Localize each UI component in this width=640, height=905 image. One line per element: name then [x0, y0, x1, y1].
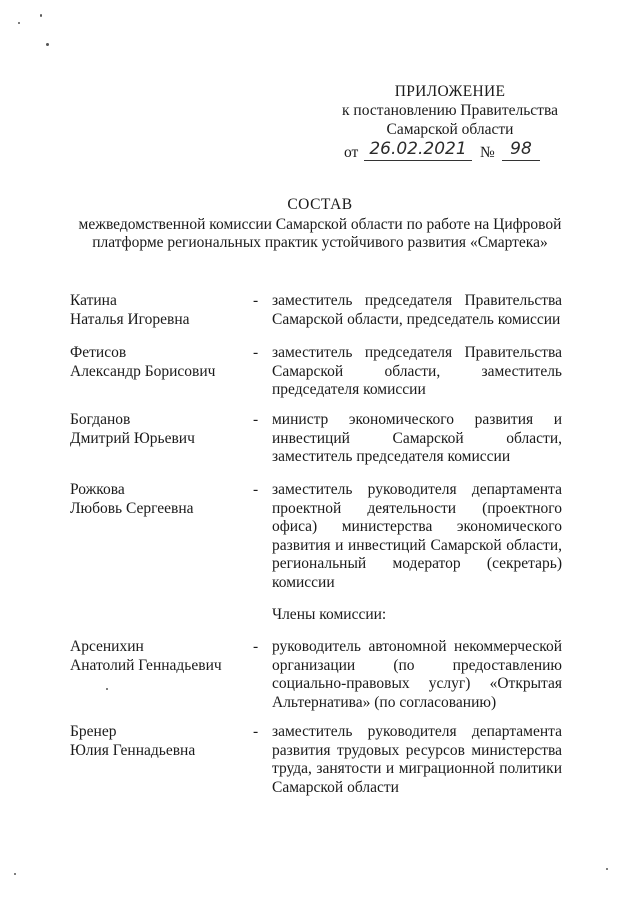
scan-speck — [106, 688, 108, 690]
approval-line-2: Самарской области — [386, 121, 514, 138]
member-name — [70, 292, 250, 329]
members-section-label: Члены комиссии: — [272, 606, 387, 623]
member-surname: Рожкова — [70, 481, 125, 498]
member-given-name: Любовь Сергеевна — [70, 499, 194, 517]
member-name — [70, 344, 250, 381]
member-role: заместитель председателя Правительства Самарской области, заместитель председателя комиссии — [272, 344, 562, 398]
member-given-name: Наталья Игоревна — [70, 310, 190, 328]
member-dash: - — [253, 481, 259, 498]
member-surname: Бренер — [70, 723, 117, 740]
member-given-name: Александр Борисович — [70, 362, 216, 380]
member-role: руководитель автономной некоммерческой организации (по предоставлению социально-правовых услуг) «Открытая Альтернатива» (по согласованию) — [272, 638, 562, 711]
number-sign: № — [480, 144, 495, 161]
scan-speck — [18, 22, 20, 24]
member-dash: - — [253, 723, 259, 740]
member-given-name: Дмитрий Юрьевич — [70, 429, 195, 447]
member-surname: Фетисов — [70, 344, 127, 361]
member-dash: - — [253, 292, 259, 309]
heading-title: СОСТАВ — [287, 196, 353, 213]
member-role: заместитель председателя Правительства Самарской области, председатель комиссии — [272, 292, 562, 328]
member-role: заместитель руководителя департамента развития трудовых ресурсов министерства труда, занятости и миграционной политики Самарской области — [272, 723, 562, 796]
member-name — [70, 481, 250, 518]
member-name — [70, 723, 250, 760]
scan-speck — [40, 14, 42, 17]
member-given-name: Анатолий Геннадьевич — [70, 656, 222, 674]
approval-line-1: к постановлению Правительства — [342, 102, 558, 119]
scan-speck — [606, 868, 608, 870]
scan-speck — [14, 873, 16, 875]
member-dash: - — [253, 638, 259, 655]
document-heading — [70, 196, 570, 253]
member-surname: Богданов — [70, 411, 131, 428]
from-label: от — [344, 144, 359, 161]
member-role: министр экономического развития и инвестиций Самарской области, заместитель председателя комиссии — [272, 411, 562, 465]
scan-speck — [46, 43, 49, 46]
member-given-name: Юлия Геннадьевна — [70, 741, 196, 759]
handwritten-date: 26.02.2021 — [364, 139, 472, 161]
member-surname: Арсенихин — [70, 638, 144, 655]
member-role: заместитель руководителя департамента проектной деятельности (проектного офиса) министерства экономического развития и инвестиций Самарской области, региональный модератор (секретарь) комиссии — [272, 481, 562, 591]
member-surname: Катина — [70, 292, 117, 309]
heading-line-2: платформе региональных практик устойчивого развития «Смартека» — [92, 234, 548, 251]
approval-title: ПРИЛОЖЕНИЕ — [394, 83, 506, 100]
member-name — [70, 638, 250, 675]
member-dash: - — [253, 344, 259, 361]
approval-block — [300, 82, 600, 163]
member-name — [70, 411, 250, 448]
heading-line-1: межведомственной комиссии Самарской области по работе на Цифровой — [78, 215, 562, 233]
approval-date-line — [300, 141, 600, 163]
member-dash: - — [253, 411, 259, 428]
handwritten-number: 98 — [502, 139, 540, 161]
